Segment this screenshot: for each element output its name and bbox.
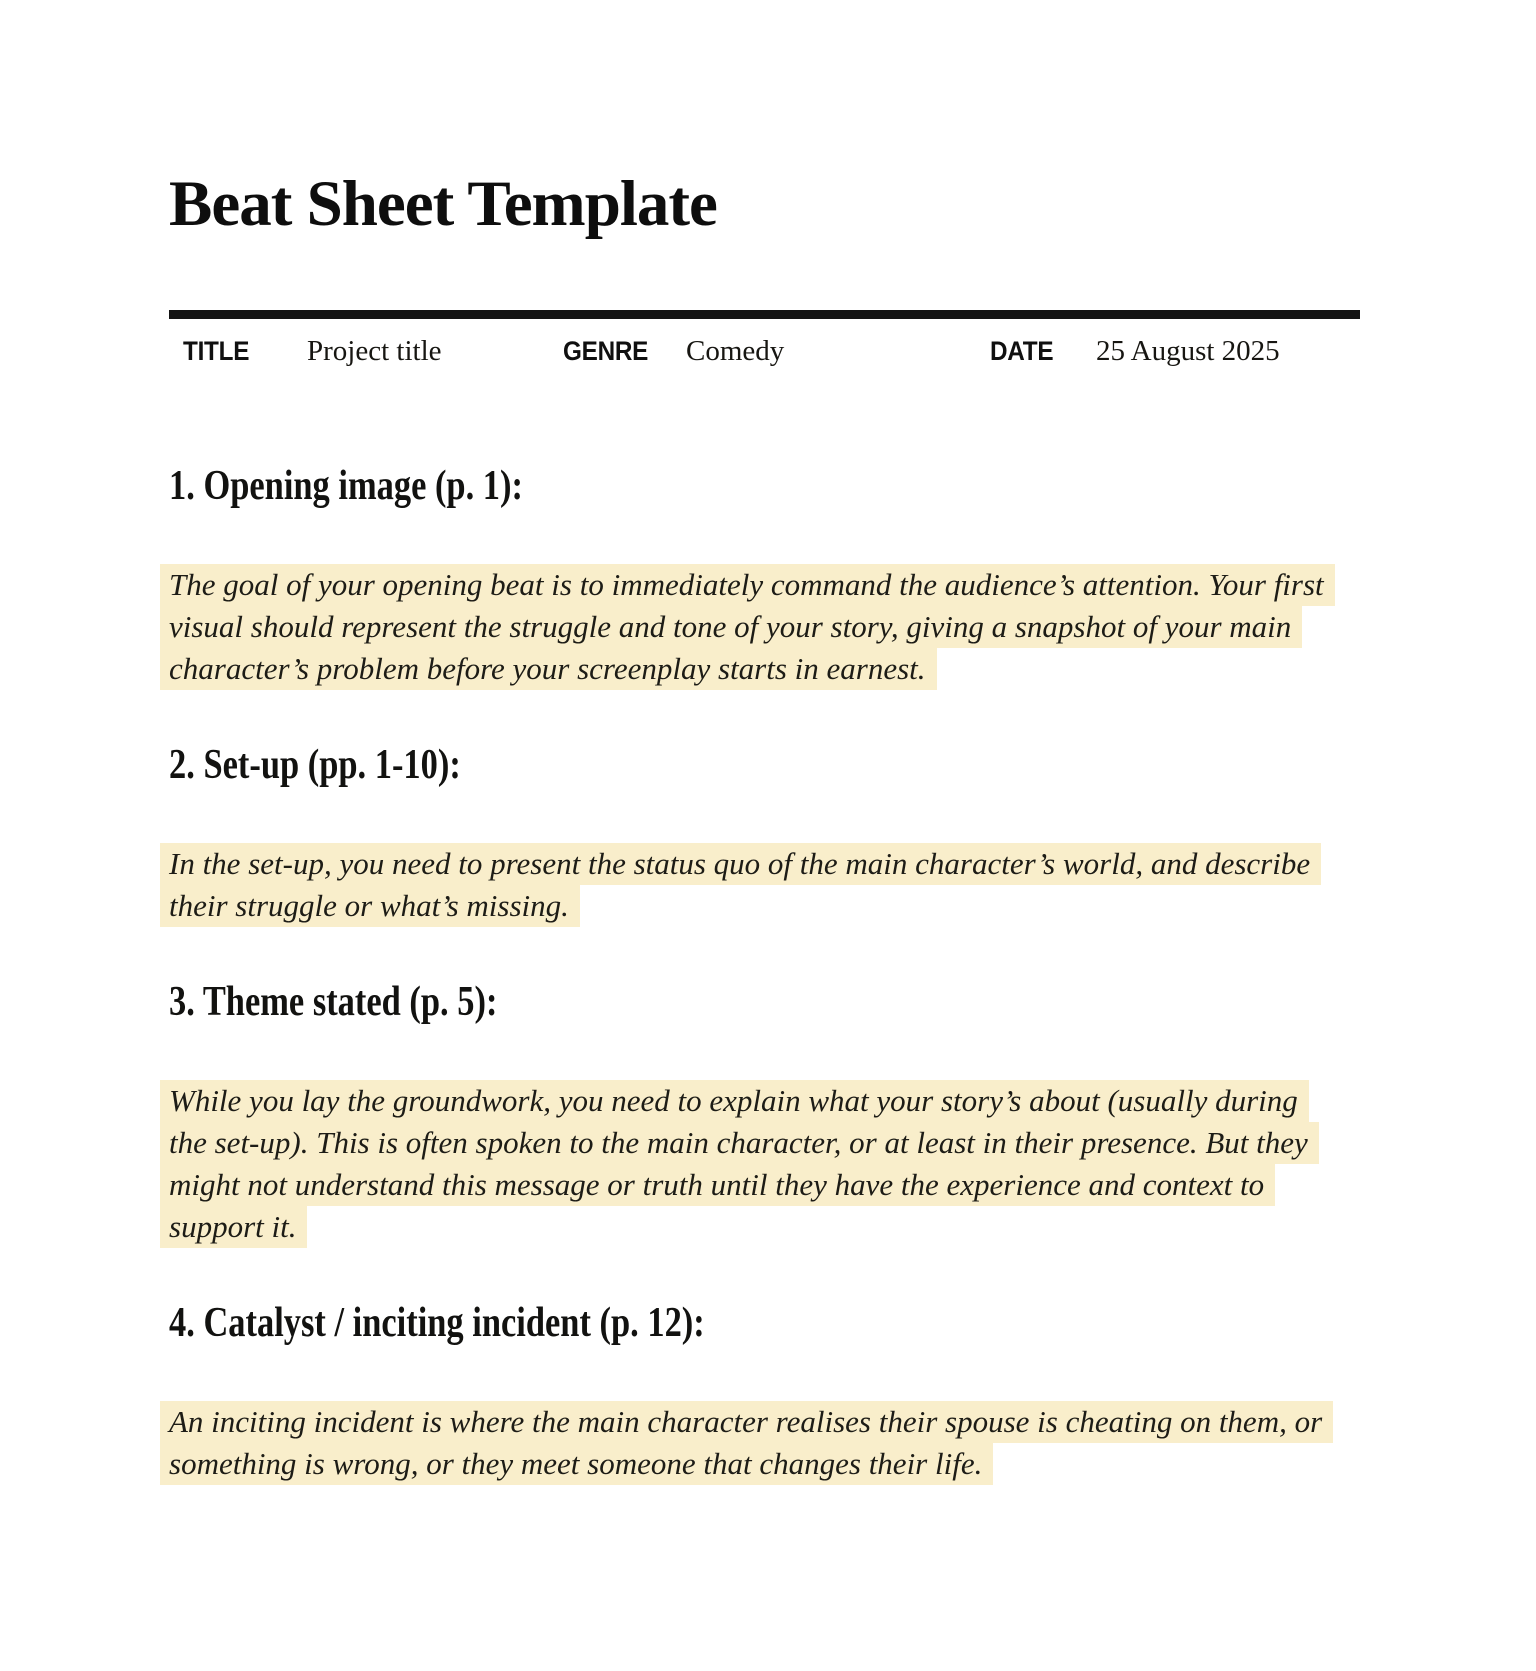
highlighted-line: the set-up). This is often spoken to the main character, or at least in their presence. But they (160, 1122, 1319, 1164)
section-body-catalyst (169, 1401, 1360, 1485)
section-heading-set-up: 2. Set-up (pp. 1-10): (169, 742, 461, 788)
meta-label-date: DATE (990, 336, 1054, 366)
highlighted-line: While you lay the groundwork, you need to explain what your story’s about (usually during (160, 1080, 1309, 1122)
highlighted-line: something is wrong, or they meet someone that changes their life. (160, 1443, 993, 1485)
highlighted-line: might not understand this message or truth until they have the experience and context to (160, 1164, 1275, 1206)
section-body-set-up (169, 843, 1360, 927)
meta-label-genre: GENRE (563, 336, 649, 366)
meta-row (169, 331, 1360, 371)
page-title: Beat Sheet Template (169, 168, 717, 240)
header-divider (169, 310, 1360, 319)
meta-value-date: 25 August 2025 (1096, 335, 1280, 367)
highlighted-line: The goal of your opening beat is to immediately command the audience’s attention. Your first (160, 564, 1335, 606)
highlighted-line: support it. (160, 1206, 307, 1248)
highlighted-line: An inciting incident is where the main character realises their spouse is cheating on them, or (160, 1401, 1333, 1443)
highlighted-line: In the set-up, you need to present the status quo of the main character’s world, and describe (160, 843, 1321, 885)
section-heading-opening-image: 1. Opening image (p. 1): (169, 463, 523, 509)
section-body-opening-image (169, 564, 1360, 690)
section-body-theme-stated (169, 1080, 1360, 1248)
highlighted-line: character’s problem before your screenplay starts in earnest. (160, 648, 937, 690)
meta-value-title: Project title (307, 335, 442, 367)
section-heading-theme-stated: 3. Theme stated (p. 5): (169, 979, 498, 1025)
meta-value-genre: Comedy (686, 335, 785, 367)
highlighted-line: visual should represent the struggle and tone of your story, giving a snapshot of your main (160, 606, 1302, 648)
document-content (169, 0, 1360, 1485)
highlighted-line: their struggle or what’s missing. (160, 885, 580, 927)
meta-label-title: TITLE (183, 336, 250, 366)
section-heading-catalyst: 4. Catalyst / inciting incident (p. 12): (169, 1300, 705, 1346)
